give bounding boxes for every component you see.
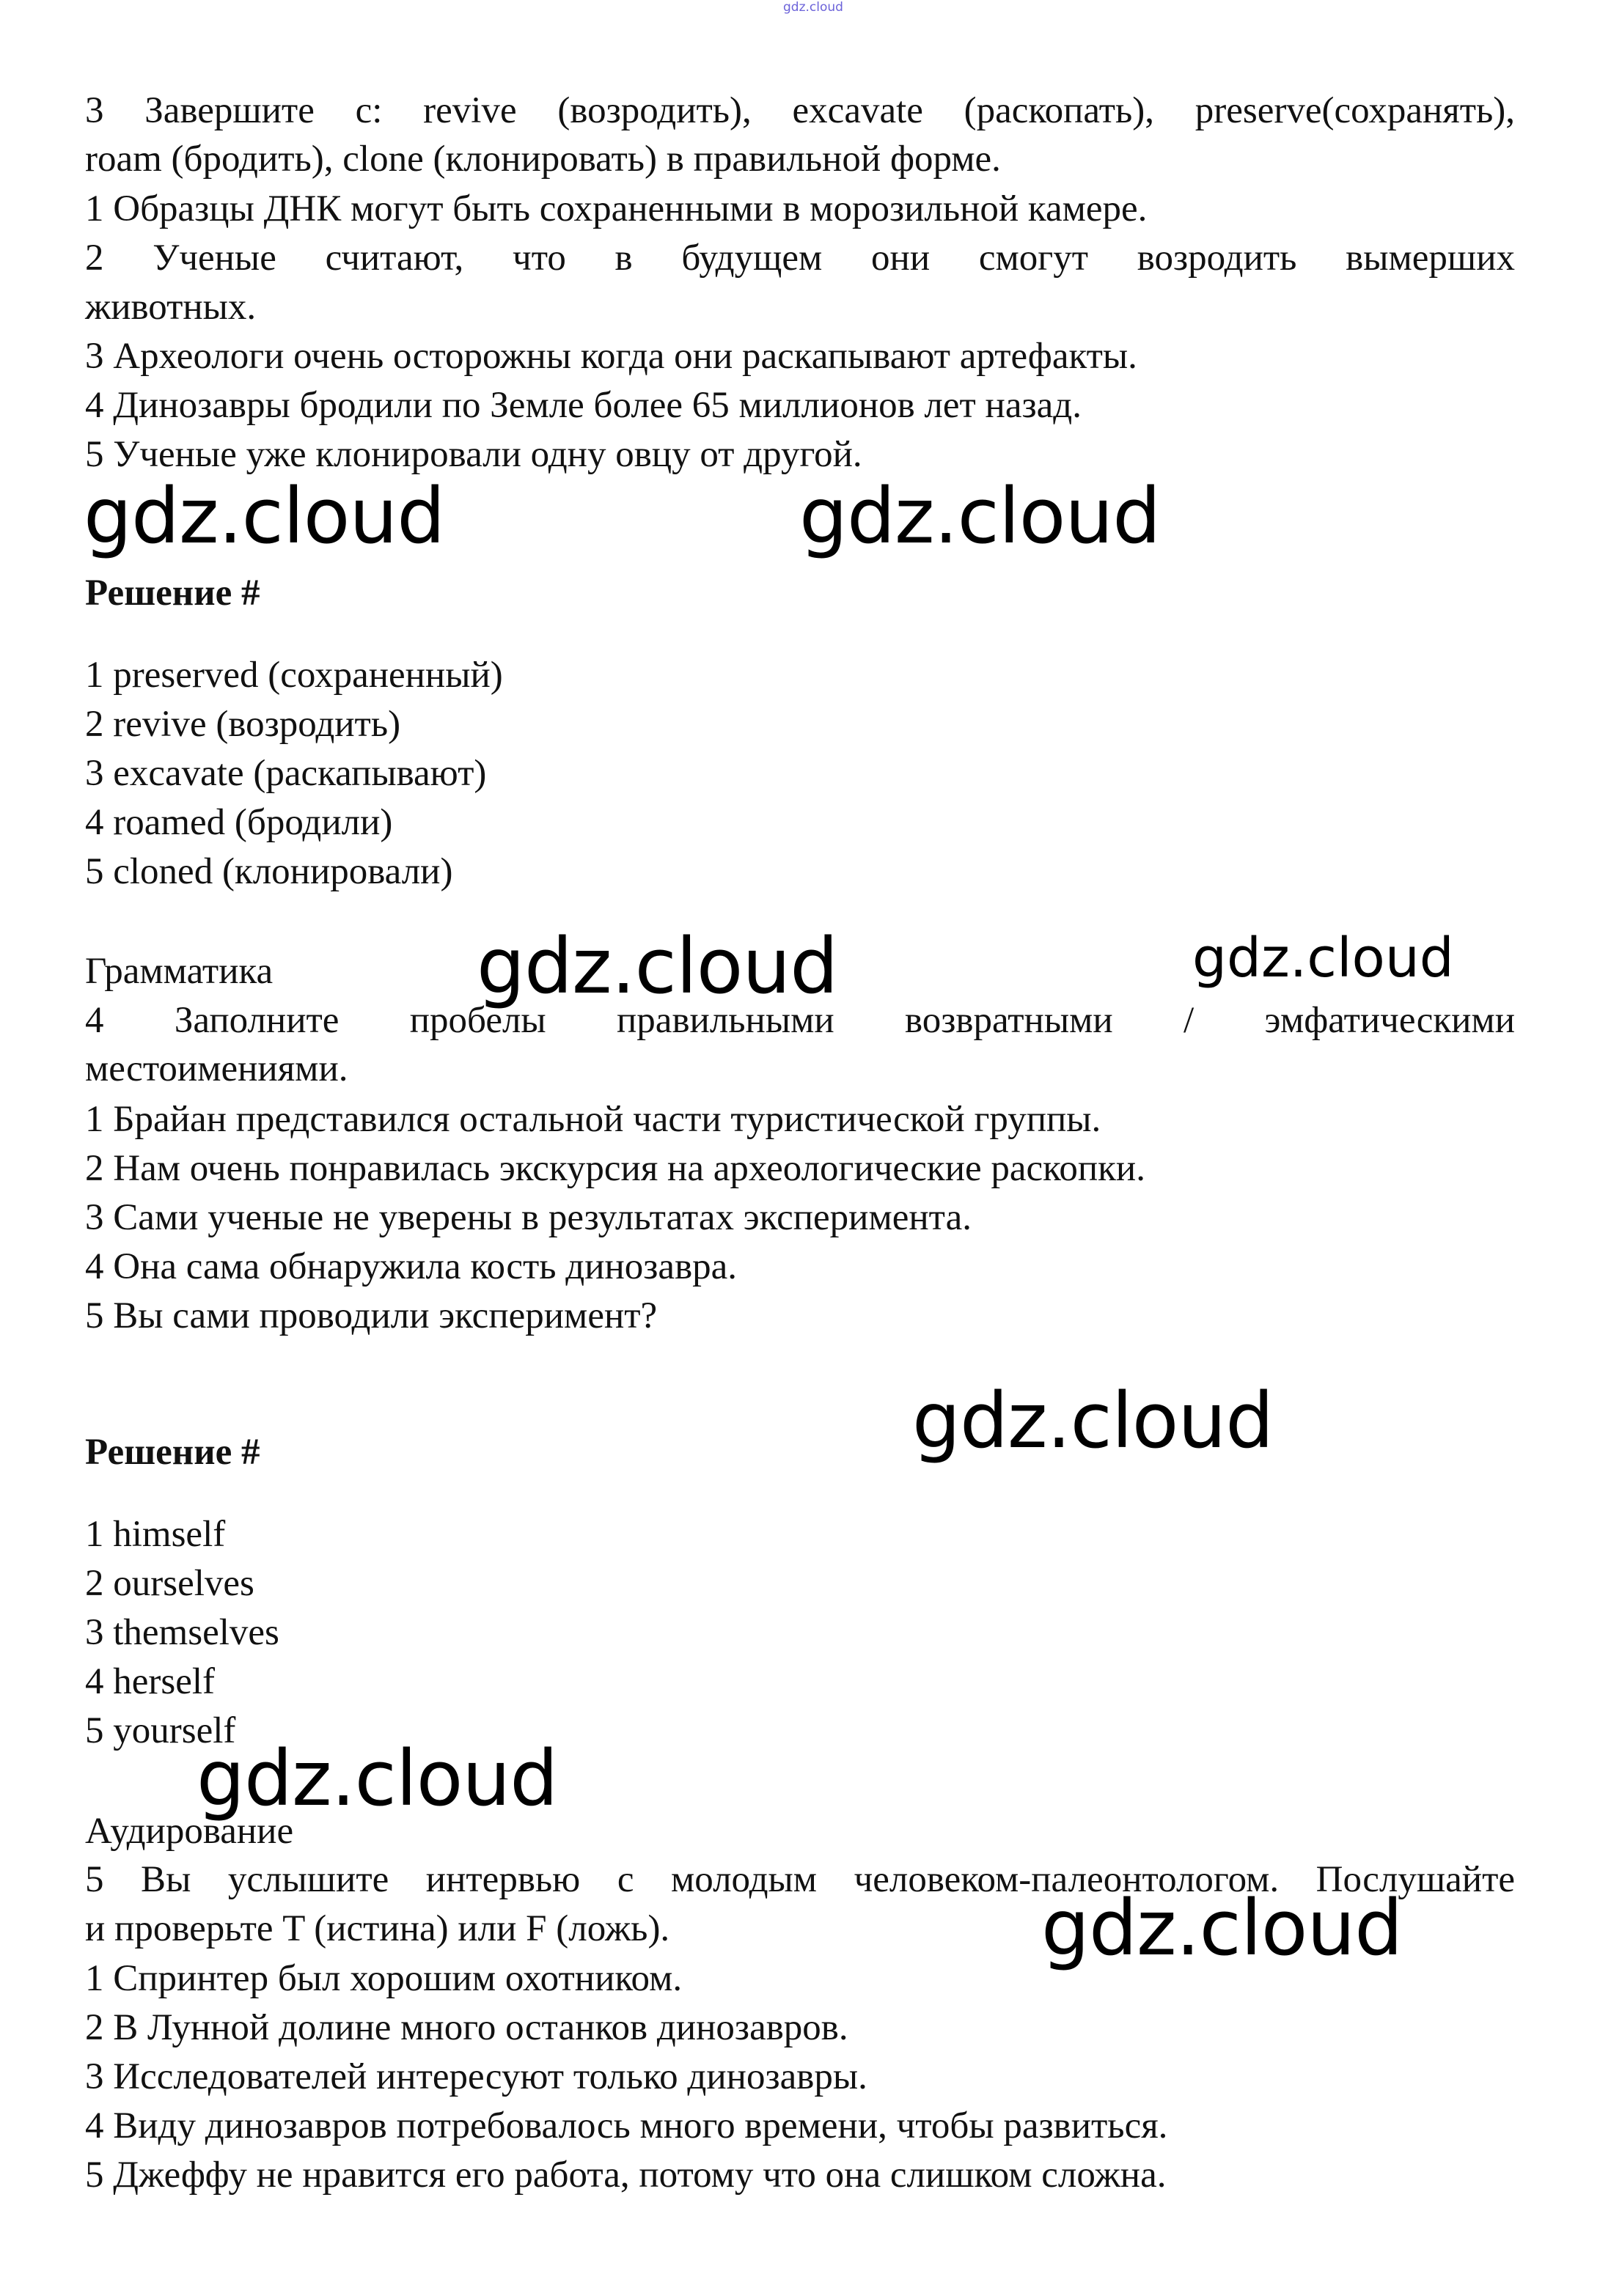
watermark: gdz.cloud <box>1192 927 1454 990</box>
listening-sentence: 5 Джеффу не нравится его работа, потому что она слишком сложна. <box>85 2155 1167 2196</box>
watermark: gdz.cloud <box>84 471 445 561</box>
listening-intro-line-2: и проверьте T (истина) или F (ложь). <box>85 1908 670 1949</box>
listening-sentence: 2 В Лунной долине много останков динозавров. <box>85 2007 848 2048</box>
exercise3-sentence: 5 Ученые уже клонировали одну овцу от другой. <box>85 434 862 475</box>
header-watermark: gdz.cloud <box>783 0 843 15</box>
grammar-intro-line-2: местоимениями. <box>85 1048 348 1089</box>
watermark: gdz.cloud <box>799 471 1161 561</box>
watermark: gdz.cloud <box>1041 1883 1403 1973</box>
exercise3-answer: 1 preserved (сохраненный) <box>85 655 503 696</box>
exercise3-sentence: 1 Образцы ДНК могут быть сохраненными в морозильной камере. <box>85 188 1148 229</box>
exercise3-answer: 3 excavate (раскапывают) <box>85 753 487 794</box>
grammar-section-title: Грамматика <box>85 951 274 992</box>
grammar-answer: 3 themselves <box>85 1612 279 1653</box>
grammar-answer: 4 herself <box>85 1661 216 1702</box>
grammar-answer: 5 yourself <box>85 1710 236 1751</box>
exercise3-answer: 4 roamed (бродили) <box>85 802 393 843</box>
grammar-sentence: 2 Нам очень понравилась экскурсия на археологические раскопки. <box>85 1148 1145 1189</box>
grammar-sentence: 4 Она сама обнаружила кость динозавра. <box>85 1246 738 1287</box>
exercise3-sentence: 2 Ученые считают, что в будущем они смогут возродить вымерших <box>85 238 1515 279</box>
watermark: gdz.cloud <box>912 1376 1274 1465</box>
grammar-sentence: 5 Вы сами проводили эксперимент? <box>85 1295 658 1336</box>
listening-sentence: 4 Виду динозавров потребовалось много времени, чтобы развиться. <box>85 2105 1168 2146</box>
listening-sentence: 1 Спринтер был хорошим охотником. <box>85 1958 683 1999</box>
grammar-answer: 1 himself <box>85 1514 226 1555</box>
grammar-sentence: 3 Сами ученые не уверены в результатах эксперимента. <box>85 1197 972 1238</box>
listening-intro-line-1: 5 Вы услышите интервью с молодым человеком-палеонтологом. Послушайте <box>85 1859 1515 1900</box>
listening-sentence: 3 Исследователей интересуют только динозавры. <box>85 2056 867 2097</box>
exercise3-sentence-continued: животных. <box>85 287 257 328</box>
exercise3-answer: 2 revive (возродить) <box>85 704 401 745</box>
exercise3-intro-line-2: roam (бродить), clone (клонировать) в правильной форме. <box>85 139 1001 180</box>
grammar-solution-title: Решение # <box>85 1432 260 1473</box>
listening-section-title: Аудирование <box>85 1811 294 1852</box>
exercise3-sentence: 4 Динозавры бродили по Земле более 65 миллионов лет назад. <box>85 385 1082 426</box>
grammar-answer: 2 ourselves <box>85 1563 254 1604</box>
watermark: gdz.cloud <box>477 921 838 1011</box>
watermark: gdz.cloud <box>197 1734 558 1823</box>
exercise3-intro-line-1: 3 Завершите с: revive (возродить), excavate (раскопать), preserve(сохранять), <box>85 90 1515 131</box>
grammar-intro-line-1: 4 Заполните пробелы правильными возвратными / эмфатическими <box>85 1000 1515 1041</box>
exercise3-sentence: 3 Археологи очень осторожны когда они раскапывают артефакты. <box>85 336 1137 377</box>
exercise3-answer: 5 cloned (клонировали) <box>85 851 453 892</box>
grammar-sentence: 1 Брайан представился остальной части туристической группы. <box>85 1099 1101 1140</box>
exercise3-solution-title: Решение # <box>85 573 260 614</box>
